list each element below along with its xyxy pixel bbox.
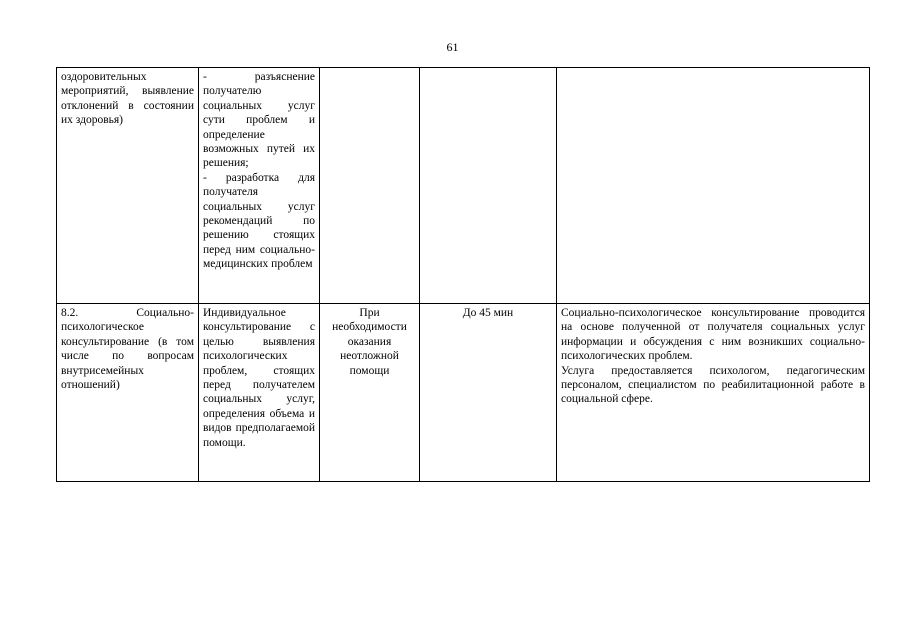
service-duration-cell: [420, 68, 557, 304]
conditions-paragraph: Услуга предоставляется психологом, педагогическим персоналом, специалистом по реабилитационной работе в социальной сфере.: [561, 364, 865, 406]
service-duration-cell: До 45 мин: [420, 304, 557, 482]
service-conditions-cell: [557, 304, 870, 482]
table-row: [57, 68, 870, 304]
service-frequency-cell: При необходимости оказания неотложной помощи: [320, 304, 420, 482]
services-table: [56, 67, 870, 482]
service-name-cell: оздоровительных мероприятий, выявление отклонений в состоянии их здоровья): [57, 68, 199, 304]
table-row: [57, 304, 870, 482]
service-content-cell: - разъяснение получателю социальных услуг сути проблем и определение возможных путей их решения; - разработка для получателя социальных услуг рекомендаций по решению стоящих перед ним социально-медицинских проблем: [199, 68, 320, 304]
service-frequency-cell: [320, 68, 420, 304]
conditions-paragraph: Социально-психологическое консультирование проводится на основе полученной от получателя социальных услуг информации и обсуждения с ним возникших социально-психологических проблем.: [561, 307, 865, 363]
page-number: 61: [446, 40, 459, 54]
service-conditions-cell: [557, 68, 870, 304]
service-content-cell: Индивидуальное консультирование с целью выявления психологических проблем, стоящих перед получателем социальных услуг, определения объема и видов предполагаемой помощи.: [199, 304, 320, 482]
service-name-cell: 8.2. Социально-психологическое консультирование (в том числе по вопросам внутрисемейных отношений): [57, 304, 199, 482]
